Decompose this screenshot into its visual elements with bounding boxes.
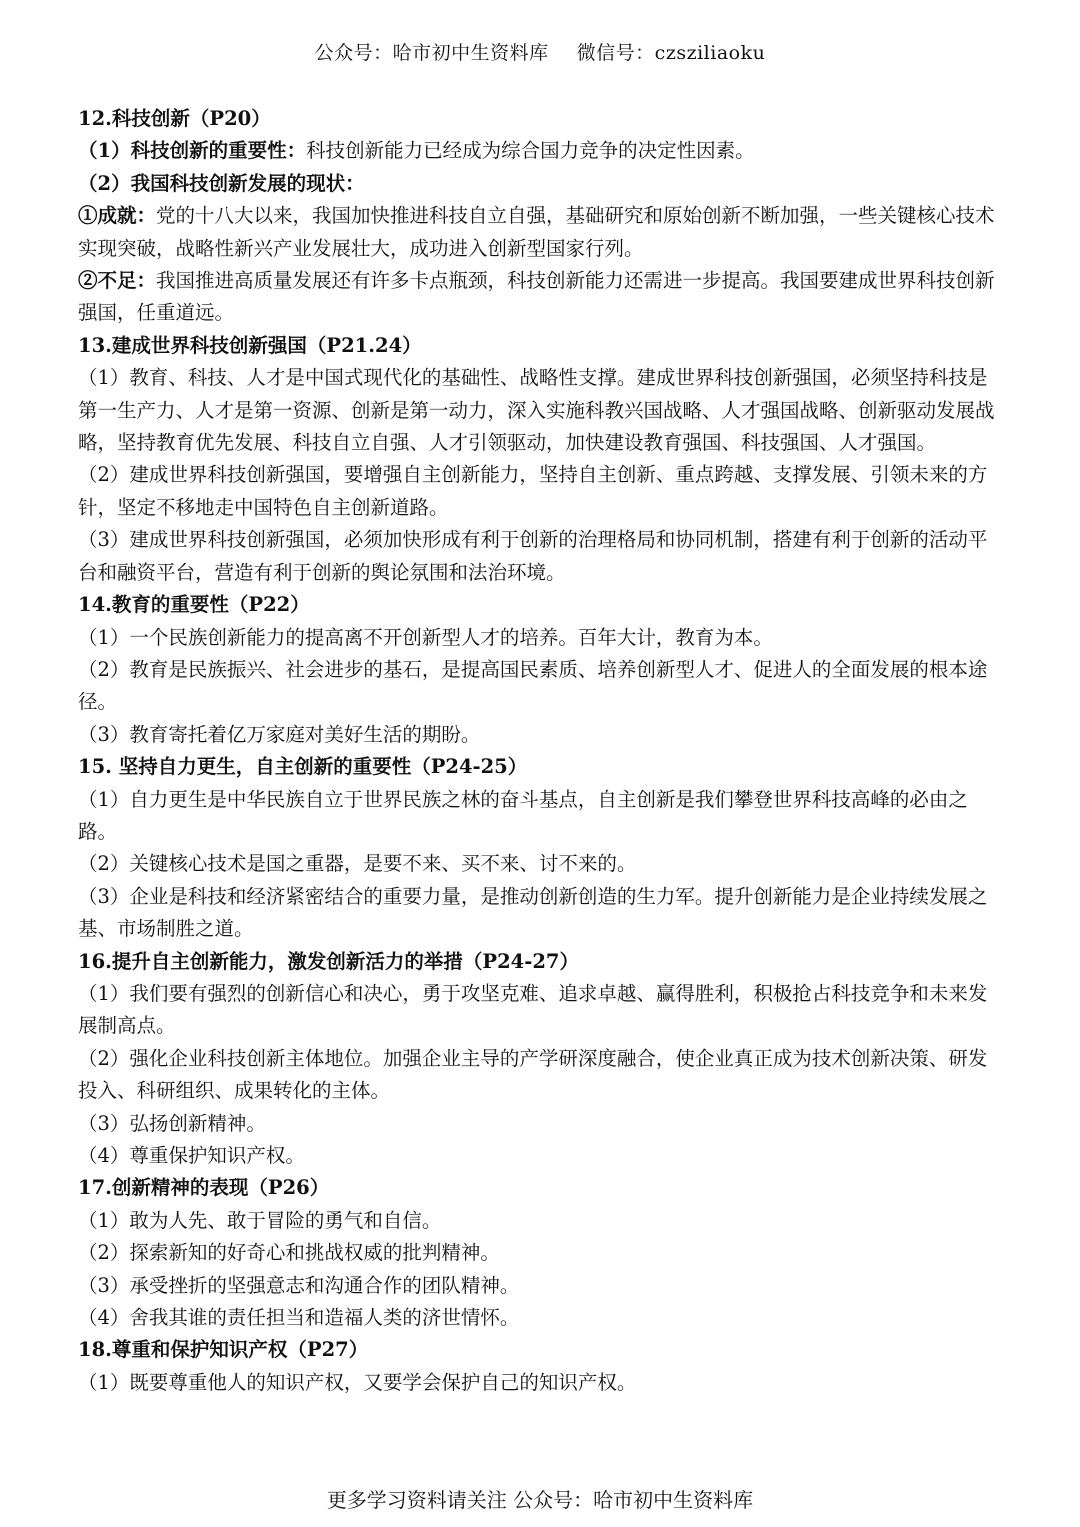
section-16-item-1: （1）我们要有强烈的创新信心和决心，勇于攻坚克难、追求卓越、赢得胜利，积极抢占科技竞争和未来发展制高点。 [78, 981, 988, 1038]
section-13-item-1: （1）教育、科技、人才是中国式现代化的基础性、战略性支撑。建成世界科技创新强国，必须坚持科技是第一生产力、人才是第一资源、创新是第一动力，深入实施科教兴国战略、人才强国战略、创新驱动发展战略，坚持教育优先发展、科技自立自强、人才引领驱动，加快建设教育强国、科技强国、人才强国。 [78, 366, 995, 455]
section-13-title: 13.建成世界科技创新强国（P21.24） [78, 333, 422, 357]
header-wechat: 微信号：czsziliaoku [576, 42, 766, 64]
section-15-item-2: （2）关键核心技术是国之重器，是要不来、买不来、讨不来的。 [78, 852, 637, 876]
section-12-item-4 [78, 265, 1006, 330]
section-12-item-3-text: 党的十八大以来，我国加快推进科技自立自强，基础研究和原始创新不断加强，一些关键核心技术实现突破，战略性新兴产业发展壮大，成功进入创新型国家行列。 [78, 204, 995, 260]
section-17-item-1: （1）敢为人先、敢于冒险的勇气和自信。 [78, 1208, 442, 1232]
section-14-item-3: （3）教育寄托着亿万家庭对美好生活的期盼。 [78, 722, 481, 746]
section-18-item-1: （1）既要尊重他人的知识产权，又要学会保护自己的知识产权。 [78, 1370, 637, 1394]
section-16-item-4: （4）尊重保护知识产权。 [78, 1144, 305, 1167]
section-12-item-1-text: 科技创新能力已经成为综合国力竞争的决定性因素。 [306, 139, 755, 163]
section-12-item-4-text: 我国推进高质量发展还有许多卡点瓶颈，科技创新能力还需进一步提高。我国要建成世界科技创新强国，任重道远。 [78, 269, 995, 325]
section-14-item-1: （1）一个民族创新能力的提高离不开创新型人才的培养。百年大计，教育为本。 [78, 625, 773, 649]
page-header [0, 38, 1080, 65]
section-18-title: 18.尊重和保护知识产权（P27） [78, 1338, 369, 1362]
section-12-item-1-label: （1）科技创新的重要性： [78, 139, 307, 163]
section-12-item-1 [78, 135, 1006, 167]
document-body [78, 103, 1006, 1399]
section-17-item-4: （4）舍我其谁的责任担当和造福人类的济世情怀。 [78, 1306, 520, 1330]
section-15-item-1: （1）自力更生是中华民族自立于世界民族之林的奋斗基点，自主创新是我们攀登世界科技高峰的必由之路。 [78, 787, 968, 843]
section-17-item-2: （2）探索新知的好奇心和挑战权威的批判精神。 [78, 1241, 500, 1265]
section-16-title: 16.提升自主创新能力，激发创新活力的举措（P24-27） [78, 949, 579, 973]
section-12-item-3-label: ①成就： [78, 204, 157, 228]
section-17-title: 17.创新精神的表现（P26） [78, 1176, 330, 1200]
section-12-item-4-label: ②不足： [78, 269, 157, 293]
section-12-item-2: （2）我国科技创新发展的现状： [78, 171, 365, 195]
header-account: 公众号：哈市初中生资料库 [314, 42, 549, 64]
section-13-item-2: （2）建成世界科技创新强国，要增强自主创新能力，坚持自主创新、重点跨越、支撑发展、引领未来的方针，坚定不移地走中国特色自主创新道路。 [78, 463, 988, 519]
page-footer: 更多学习资料请关注 公众号：哈市初中生资料库 [326, 1488, 754, 1512]
section-14-item-2: （2）教育是民族振兴、社会进步的基石，是提高国民素质、培养创新型人才、促进人的全面发展的根本途径。 [78, 657, 988, 714]
section-12-title: 12.科技创新（P20） [78, 107, 271, 130]
section-13-item-3: （3）建成世界科技创新强国，必须加快形成有利于创新的治理格局和协同机制，搭建有利于创新的活动平台和融资平台，营造有利于创新的舆论氛围和法治环境。 [78, 528, 988, 584]
section-15-item-3: （3）企业是科技和经济紧密结合的重要力量，是推动创新创造的生力军。提升创新能力是企业持续发展之基、市场制胜之道。 [78, 884, 988, 941]
section-12-item-3 [78, 200, 1006, 265]
section-15-title: 15. 坚持自力更生，自主创新的重要性（P24-25） [78, 755, 528, 779]
section-17-item-3: （3）承受挫折的坚强意志和沟通合作的团队精神。 [78, 1273, 520, 1297]
section-14-title: 14.教育的重要性（P22） [78, 593, 310, 617]
section-16-item-3: （3）弘扬创新精神。 [78, 1111, 266, 1135]
section-16-item-2: （2）强化企业科技创新主体地位。加强企业主导的产学研深度融合，使企业真正成为技术创新决策、研发投入、科研组织、成果转化的主体。 [78, 1046, 988, 1103]
